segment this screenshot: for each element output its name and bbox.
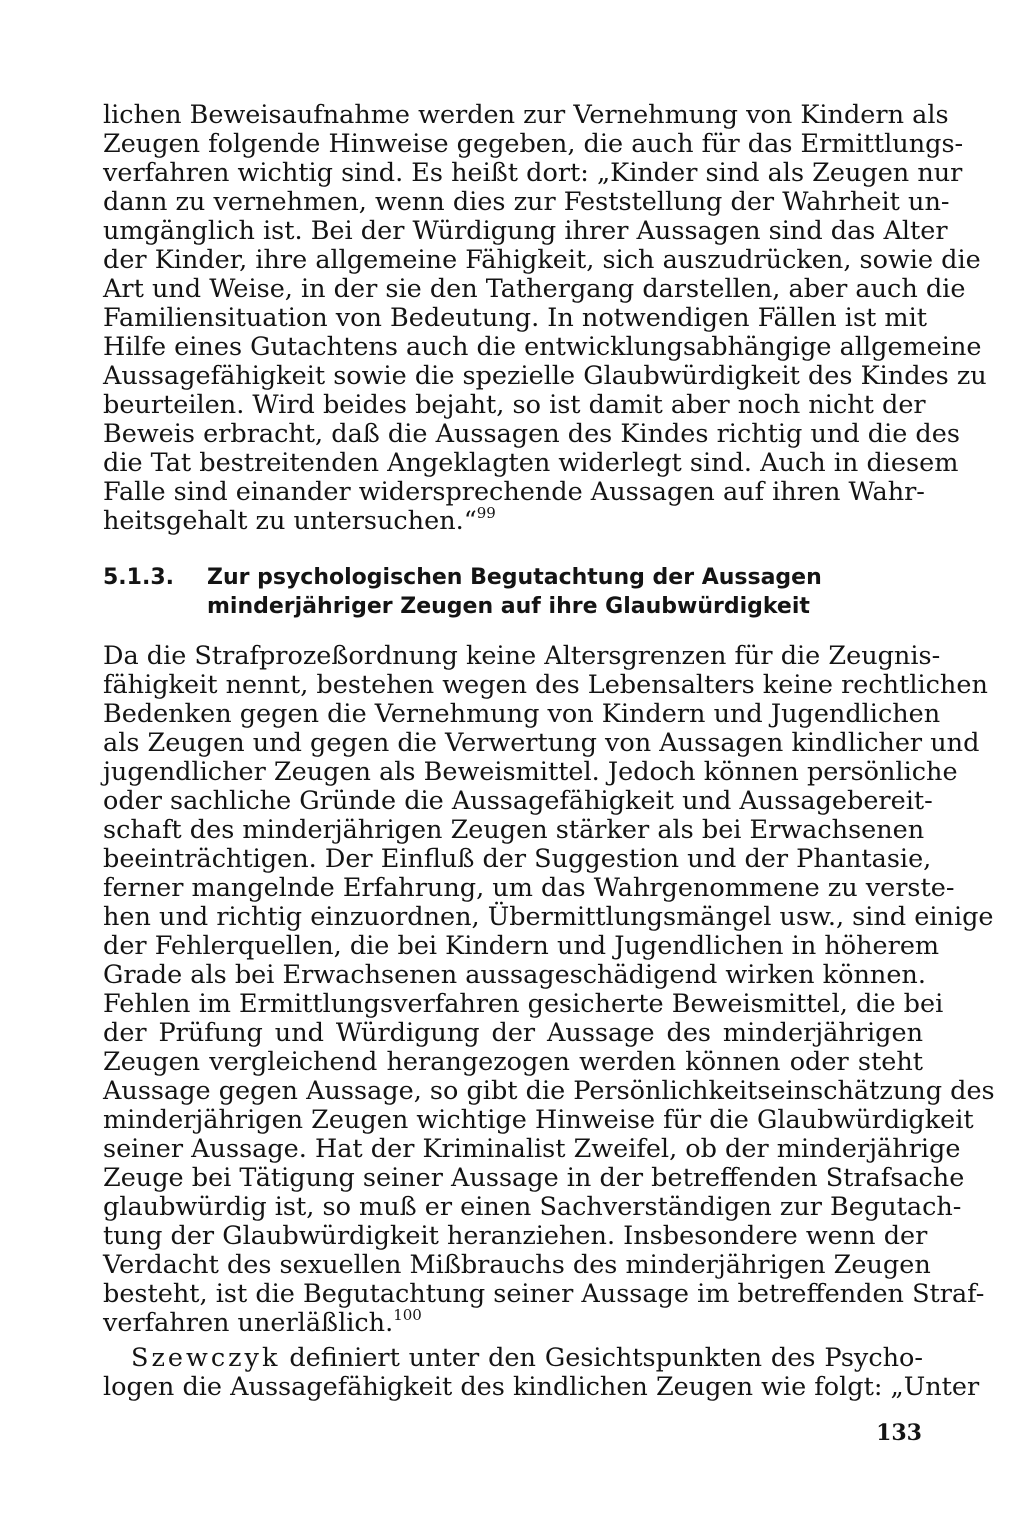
section-title-line-1: Zur psychologischen Begutachtung der Aussagen: [207, 565, 822, 590]
text-line: jugendlicher Zeugen als Beweismittel. Jedoch können persönliche: [103, 757, 958, 787]
text-line: dann zu vernehmen, wenn dies zur Feststellung der Wahrheit un-: [103, 187, 950, 217]
text-line: Bedenken gegen die Vernehmung von Kindern und Jugendlichen: [103, 699, 941, 729]
text-line: fähigkeit nennt, bestehen wegen des Lebensalters keine rechtlichen: [103, 670, 988, 700]
text-line: Aussagefähigkeit sowie die spezielle Glaubwürdigkeit des Kindes zu: [103, 361, 987, 391]
text-line: Zeugen folgende Hinweise gegeben, die auch für das Ermittlungs-: [103, 129, 964, 159]
text-line: Verdacht des sexuellen Mißbrauchs des minderjährigen Zeugen: [103, 1250, 931, 1280]
text-line: Hilfe eines Gutachtens auch die entwicklungsabhängige allgemeine: [103, 332, 982, 362]
text-line: minderjährigen Zeugen wichtige Hinweise für die Glaubwürdigkeit: [103, 1105, 974, 1135]
text-line: die Tat bestreitenden Angeklagten widerlegt sind. Auch in diesem: [103, 448, 959, 478]
text-line: oder sachliche Gründe die Aussagefähigkeit und Aussagebereit-: [103, 786, 933, 816]
text-line: [103, 1308, 923, 1338]
text-line: Art und Weise, in der sie den Tathergang darstellen, aber auch die: [103, 274, 966, 304]
author-name: Szewczyk: [131, 1343, 281, 1373]
text-line: glaubwürdig ist, so muß er einen Sachverständigen zur Begutach-: [103, 1192, 962, 1222]
text-line: besteht, ist die Begutachtung seiner Aussage im betreffenden Straf-: [103, 1279, 985, 1309]
text-line: hen und richtig einzuordnen, Übermittlungsmängel usw., sind einige: [103, 902, 994, 932]
text-line: Zeuge bei Tätigung seiner Aussage in der betreffenden Strafsache: [103, 1163, 965, 1193]
text-span: heitsgehalt zu untersuchen.“: [103, 506, 477, 536]
text-line: der Prüfung und Würdigung der Aussage des minderjährigen: [103, 1018, 923, 1048]
text-line: tung der Glaubwürdigkeit heranziehen. Insbesondere wenn der: [103, 1221, 928, 1251]
text-line: der Kinder, ihre allgemeine Fähigkeit, sich auszudrücken, sowie die: [103, 245, 981, 275]
text-line: als Zeugen und gegen die Verwertung von Aussagen kindlicher und: [103, 728, 980, 758]
section-title-line-2: minderjähriger Zeugen auf ihre Glaubwürdigkeit: [207, 594, 810, 619]
text-span: verfahren unerläßlich.: [103, 1308, 394, 1338]
text-line: [131, 1343, 923, 1373]
text-line: Da die Strafprozeßordnung keine Altersgrenzen für die Zeugnis-: [103, 641, 941, 671]
text-line: [103, 506, 923, 536]
footnote-ref-99[interactable]: 99: [476, 504, 496, 522]
text-line: Grade als bei Erwachsenen aussageschädigend wirken können.: [103, 960, 926, 990]
text-line: seiner Aussage. Hat der Kriminalist Zweifel, ob der minderjährige: [103, 1134, 961, 1164]
text-line: Zeugen vergleichend herangezogen werden können oder steht: [103, 1047, 923, 1077]
text-line: Falle sind einander widersprechende Aussagen auf ihren Wahr-: [103, 477, 925, 507]
text-line: Aussage gegen Aussage, so gibt die Persönlichkeitseinschätzung des: [103, 1076, 995, 1106]
text-line: Fehlen im Ermittlungsverfahren gesicherte Beweismittel, die bei: [103, 989, 944, 1019]
text-line: beurteilen. Wird beides bejaht, so ist damit aber noch nicht der: [103, 390, 926, 420]
text-line: lichen Beweisaufnahme werden zur Vernehmung von Kindern als: [103, 100, 949, 130]
text-line: logen die Aussagefähigkeit des kindlichen Zeugen wie folgt: „Unter: [103, 1372, 980, 1402]
text-line: schaft des minderjährigen Zeugen stärker als bei Erwachsenen: [103, 815, 925, 845]
section-number: 5.1.3.: [103, 565, 174, 590]
text-span: definiert unter den Gesichtspunkten des Psycho-: [280, 1343, 923, 1373]
text-line: beeinträchtigen. Der Einfluß der Suggestion und der Phantasie,: [103, 844, 932, 874]
text-line: Beweis erbracht, daß die Aussagen des Kindes richtig und die des: [103, 419, 960, 449]
text-line: verfahren wichtig sind. Es heißt dort: „Kinder sind als Zeugen nur: [103, 158, 963, 188]
footnote-ref-100[interactable]: 100: [393, 1306, 422, 1324]
text-line: Familiensituation von Bedeutung. In notwendigen Fällen ist mit: [103, 303, 927, 333]
page-number: 133: [876, 1420, 922, 1446]
text-line: umgänglich ist. Bei der Würdigung ihrer Aussagen sind das Alter: [103, 216, 948, 246]
text-line: ferner mangelnde Erfahrung, um das Wahrgenommene zu verste-: [103, 873, 955, 903]
text-line: der Fehlerquellen, die bei Kindern und Jugendlichen in höherem: [103, 931, 940, 961]
